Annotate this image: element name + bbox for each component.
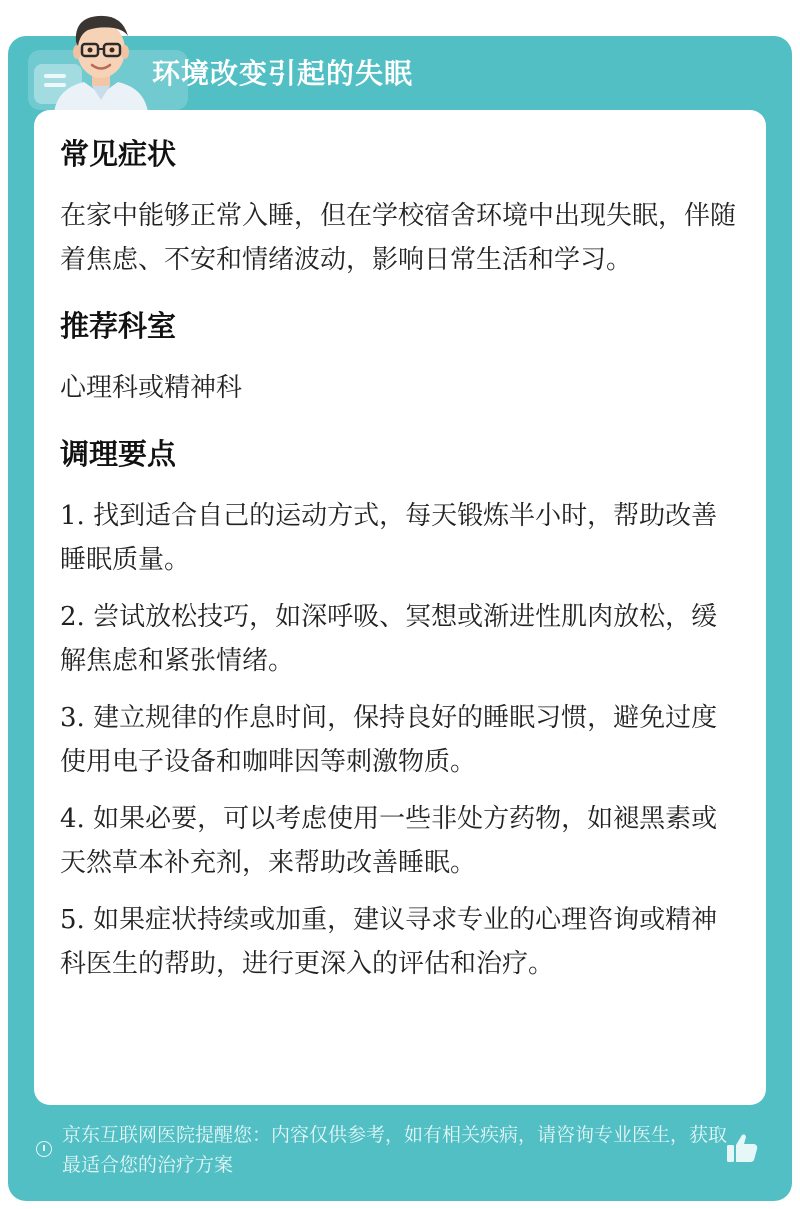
- list-item: [60, 595, 740, 683]
- tip-number: 4.: [60, 804, 85, 834]
- department-title: 推荐科室: [60, 309, 177, 343]
- list-item: [60, 696, 740, 784]
- thumbs-up-icon[interactable]: [724, 1130, 760, 1166]
- tip-text: 建立规律的作息时间，保持良好的睡眠习惯，避免过度使用电子设备和咖啡因等刺激物质。: [60, 703, 718, 777]
- tip-number: 1.: [60, 501, 85, 531]
- footer-disclaimer: 京东互联网医院提醒您：内容仅供参考，如有相关疾病，请咨询专业医生，获取最适合您的治疗方案: [62, 1124, 728, 1176]
- department-text: 心理科或精神科: [60, 373, 243, 403]
- tip-text: 如果必要，可以考虑使用一些非处方药物，如褪黑素或天然草本补充剂，来帮助改善睡眠。: [60, 804, 718, 878]
- tip-text: 如果症状持续或加重，建议寻求专业的心理咨询或精神科医生的帮助，进行更深入的评估和治疗。: [60, 905, 718, 979]
- care-title: 调理要点: [60, 437, 177, 471]
- page-title: 环境改变引起的失眠: [152, 57, 414, 90]
- symptoms-text: 在家中能够正常入睡，但在学校宿舍环境中出现失眠，伴随着焦虑、不安和情绪波动，影响日常生活和学习。: [60, 201, 737, 275]
- doctor-avatar: [48, 8, 154, 112]
- info-circle-icon: [36, 1141, 52, 1157]
- care-tips-list: [60, 494, 740, 986]
- symptoms-title: 常见症状: [60, 137, 177, 171]
- tip-text: 尝试放松技巧，如深呼吸、冥想或渐进性肌肉放松，缓解焦虑和紧张情绪。: [60, 602, 718, 676]
- tip-number: 3.: [60, 703, 85, 733]
- tip-number: 2.: [60, 602, 85, 632]
- list-item: [60, 898, 740, 986]
- list-item: [60, 494, 740, 582]
- list-item: [60, 797, 740, 885]
- info-card: [34, 110, 766, 1105]
- tip-text: 找到适合自己的运动方式，每天锻炼半小时，帮助改善睡眠质量。: [60, 501, 718, 575]
- tip-number: 5.: [60, 905, 85, 935]
